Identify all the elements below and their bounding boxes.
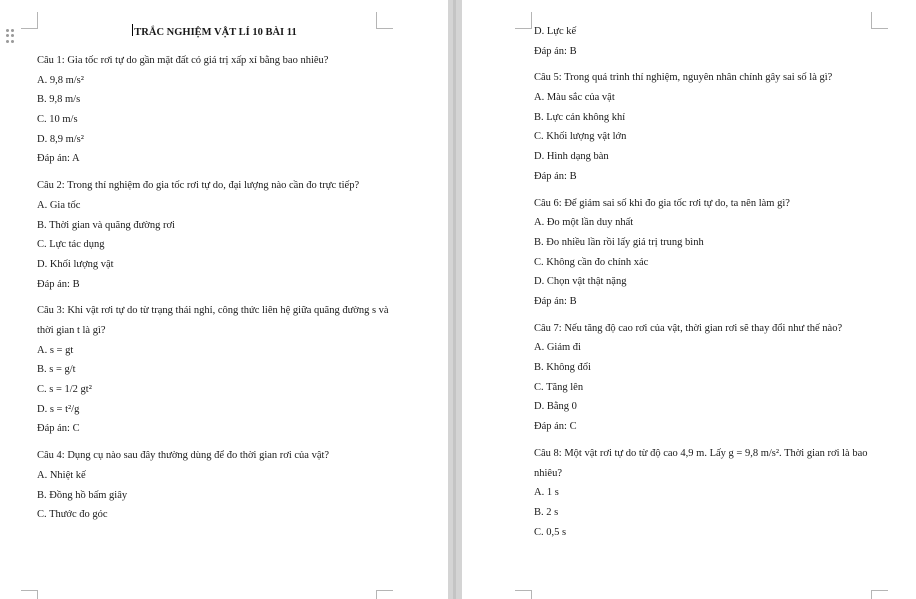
paragraph-spacing <box>534 312 879 319</box>
answer-option[interactable]: D. Bằng 0 <box>534 401 577 413</box>
question-block <box>37 301 392 439</box>
document-title-text: TRẮC NGHIỆM VẬT LÍ 10 BÀI 11 <box>134 27 297 38</box>
answer-option[interactable]: C. Lực tác dụng <box>37 239 105 251</box>
table-move-handle-icon[interactable] <box>6 29 14 43</box>
answer-option[interactable]: D. Khối lượng vật <box>37 258 114 270</box>
question-text[interactable]: Câu 6: Để giảm sai số khi đo gia tốc rơi tự do, ta nên làm gì? <box>534 197 790 209</box>
margin-corner-mark <box>21 12 38 29</box>
answer-option[interactable]: B. Không đổi <box>534 362 591 374</box>
question-block <box>37 446 392 525</box>
correct-answer[interactable]: Đáp án: C <box>37 423 80 435</box>
paragraph-spacing <box>37 294 392 301</box>
document-page-left <box>0 0 448 599</box>
answer-option[interactable]: A. Màu sắc của vật <box>534 92 615 104</box>
answer-option[interactable]: B. Lực cản không khí <box>534 111 626 123</box>
answer-option[interactable]: A. Đo một lần duy nhất <box>534 217 634 229</box>
question-block <box>37 176 392 294</box>
answer-option[interactable]: D. s = t²/g <box>37 403 80 415</box>
question-block <box>534 22 879 61</box>
answer-option[interactable]: B. 9,8 m/s <box>37 94 81 106</box>
question-list-left <box>37 44 392 525</box>
correct-answer[interactable]: Đáp án: B <box>534 295 577 307</box>
margin-corner-mark <box>21 590 38 599</box>
question-block <box>534 68 879 186</box>
answer-option[interactable]: B. Đồng hồ bấm giây <box>37 489 128 501</box>
page-right-content <box>534 22 879 542</box>
correct-answer[interactable]: Đáp án: C <box>534 421 577 433</box>
question-text[interactable]: Câu 8: Một vật rơi tự do từ độ cao 4,9 m. Lấy g = 9,8 m/s². Thời gian rơi là bao nhiêu? <box>534 447 868 479</box>
page-left-content <box>37 22 392 525</box>
question-text[interactable]: Câu 2: Trong thí nghiệm đo gia tốc rơi tự do, đại lượng nào cần đo trực tiếp? <box>37 180 360 192</box>
correct-answer[interactable]: Đáp án: A <box>37 153 80 165</box>
answer-option[interactable]: C. 10 m/s <box>37 114 78 126</box>
question-text[interactable]: Câu 5: Trong quá trình thí nghiệm, nguyên nhân chính gây sai số là gì? <box>534 72 833 84</box>
margin-corner-mark <box>515 590 532 599</box>
answer-option[interactable]: C. Thước đo góc <box>37 509 108 521</box>
question-block <box>534 194 879 312</box>
correct-answer[interactable]: Đáp án: B <box>37 278 80 290</box>
answer-option[interactable]: C. Tăng lên <box>534 381 584 393</box>
margin-corner-mark <box>871 590 888 599</box>
document-title[interactable] <box>37 22 392 44</box>
paragraph-spacing <box>534 187 879 194</box>
margin-corner-mark <box>376 590 393 599</box>
correct-answer[interactable]: Đáp án: B <box>534 45 577 57</box>
paragraph-spacing <box>37 439 392 446</box>
correct-answer[interactable]: Đáp án: B <box>534 170 577 182</box>
question-block <box>534 319 879 437</box>
answer-option[interactable]: B. s = g/t <box>37 364 76 376</box>
paragraph-spacing <box>534 437 879 444</box>
answer-option[interactable]: D. 8,9 m/s² <box>37 133 84 145</box>
question-text[interactable]: Câu 3: Khi vật rơi tự do từ trạng thái nghỉ, công thức liên hệ giữa quãng đường s và thời gian t là gì? <box>37 305 389 336</box>
document-page-right <box>462 0 916 599</box>
question-block <box>534 444 879 542</box>
margin-corner-mark <box>515 12 532 29</box>
paragraph-spacing <box>534 61 879 68</box>
answer-option[interactable]: D. Chọn vật thật nặng <box>534 276 627 288</box>
page-separator <box>448 0 462 599</box>
answer-option[interactable]: C. Khối lượng vật lớn <box>534 131 627 143</box>
paragraph-spacing <box>37 44 392 51</box>
answer-option[interactable]: B. Thời gian và quãng đường rơi <box>37 219 175 231</box>
answer-option[interactable]: B. Đo nhiều lần rồi lấy giá trị trung bình <box>534 236 704 248</box>
answer-option[interactable]: B. 2 s <box>534 506 559 518</box>
answer-option[interactable]: A. 1 s <box>534 487 559 499</box>
answer-option[interactable]: C. Không cần đo chính xác <box>534 256 649 268</box>
answer-option[interactable]: D. Hình dạng bàn <box>534 151 609 163</box>
question-text[interactable]: Câu 7: Nếu tăng độ cao rơi của vật, thời gian rơi sẽ thay đổi như thế nào? <box>534 322 843 334</box>
answer-option[interactable]: C. s = 1/2 gt² <box>37 384 92 396</box>
answer-option[interactable]: C. 0,5 s <box>534 526 567 538</box>
paragraph-spacing <box>37 169 392 176</box>
answer-option[interactable]: A. s = gt <box>37 344 74 356</box>
question-block <box>37 51 392 169</box>
answer-option[interactable]: D. Lực kế <box>534 26 577 37</box>
question-text[interactable]: Câu 4: Dụng cụ nào sau đây thường dùng để đo thời gian rơi của vật? <box>37 450 330 462</box>
answer-option[interactable]: A. Nhiệt kế <box>37 469 86 481</box>
answer-option[interactable]: A. Giảm đi <box>534 342 581 354</box>
answer-option[interactable]: A. Gia tốc <box>37 199 81 211</box>
question-text[interactable]: Câu 1: Gia tốc rơi tự do gần mặt đất có giá trị xấp xỉ bằng bao nhiêu? <box>37 55 329 66</box>
answer-option[interactable]: A. 9,8 m/s² <box>37 74 84 86</box>
question-list-right <box>534 22 879 542</box>
